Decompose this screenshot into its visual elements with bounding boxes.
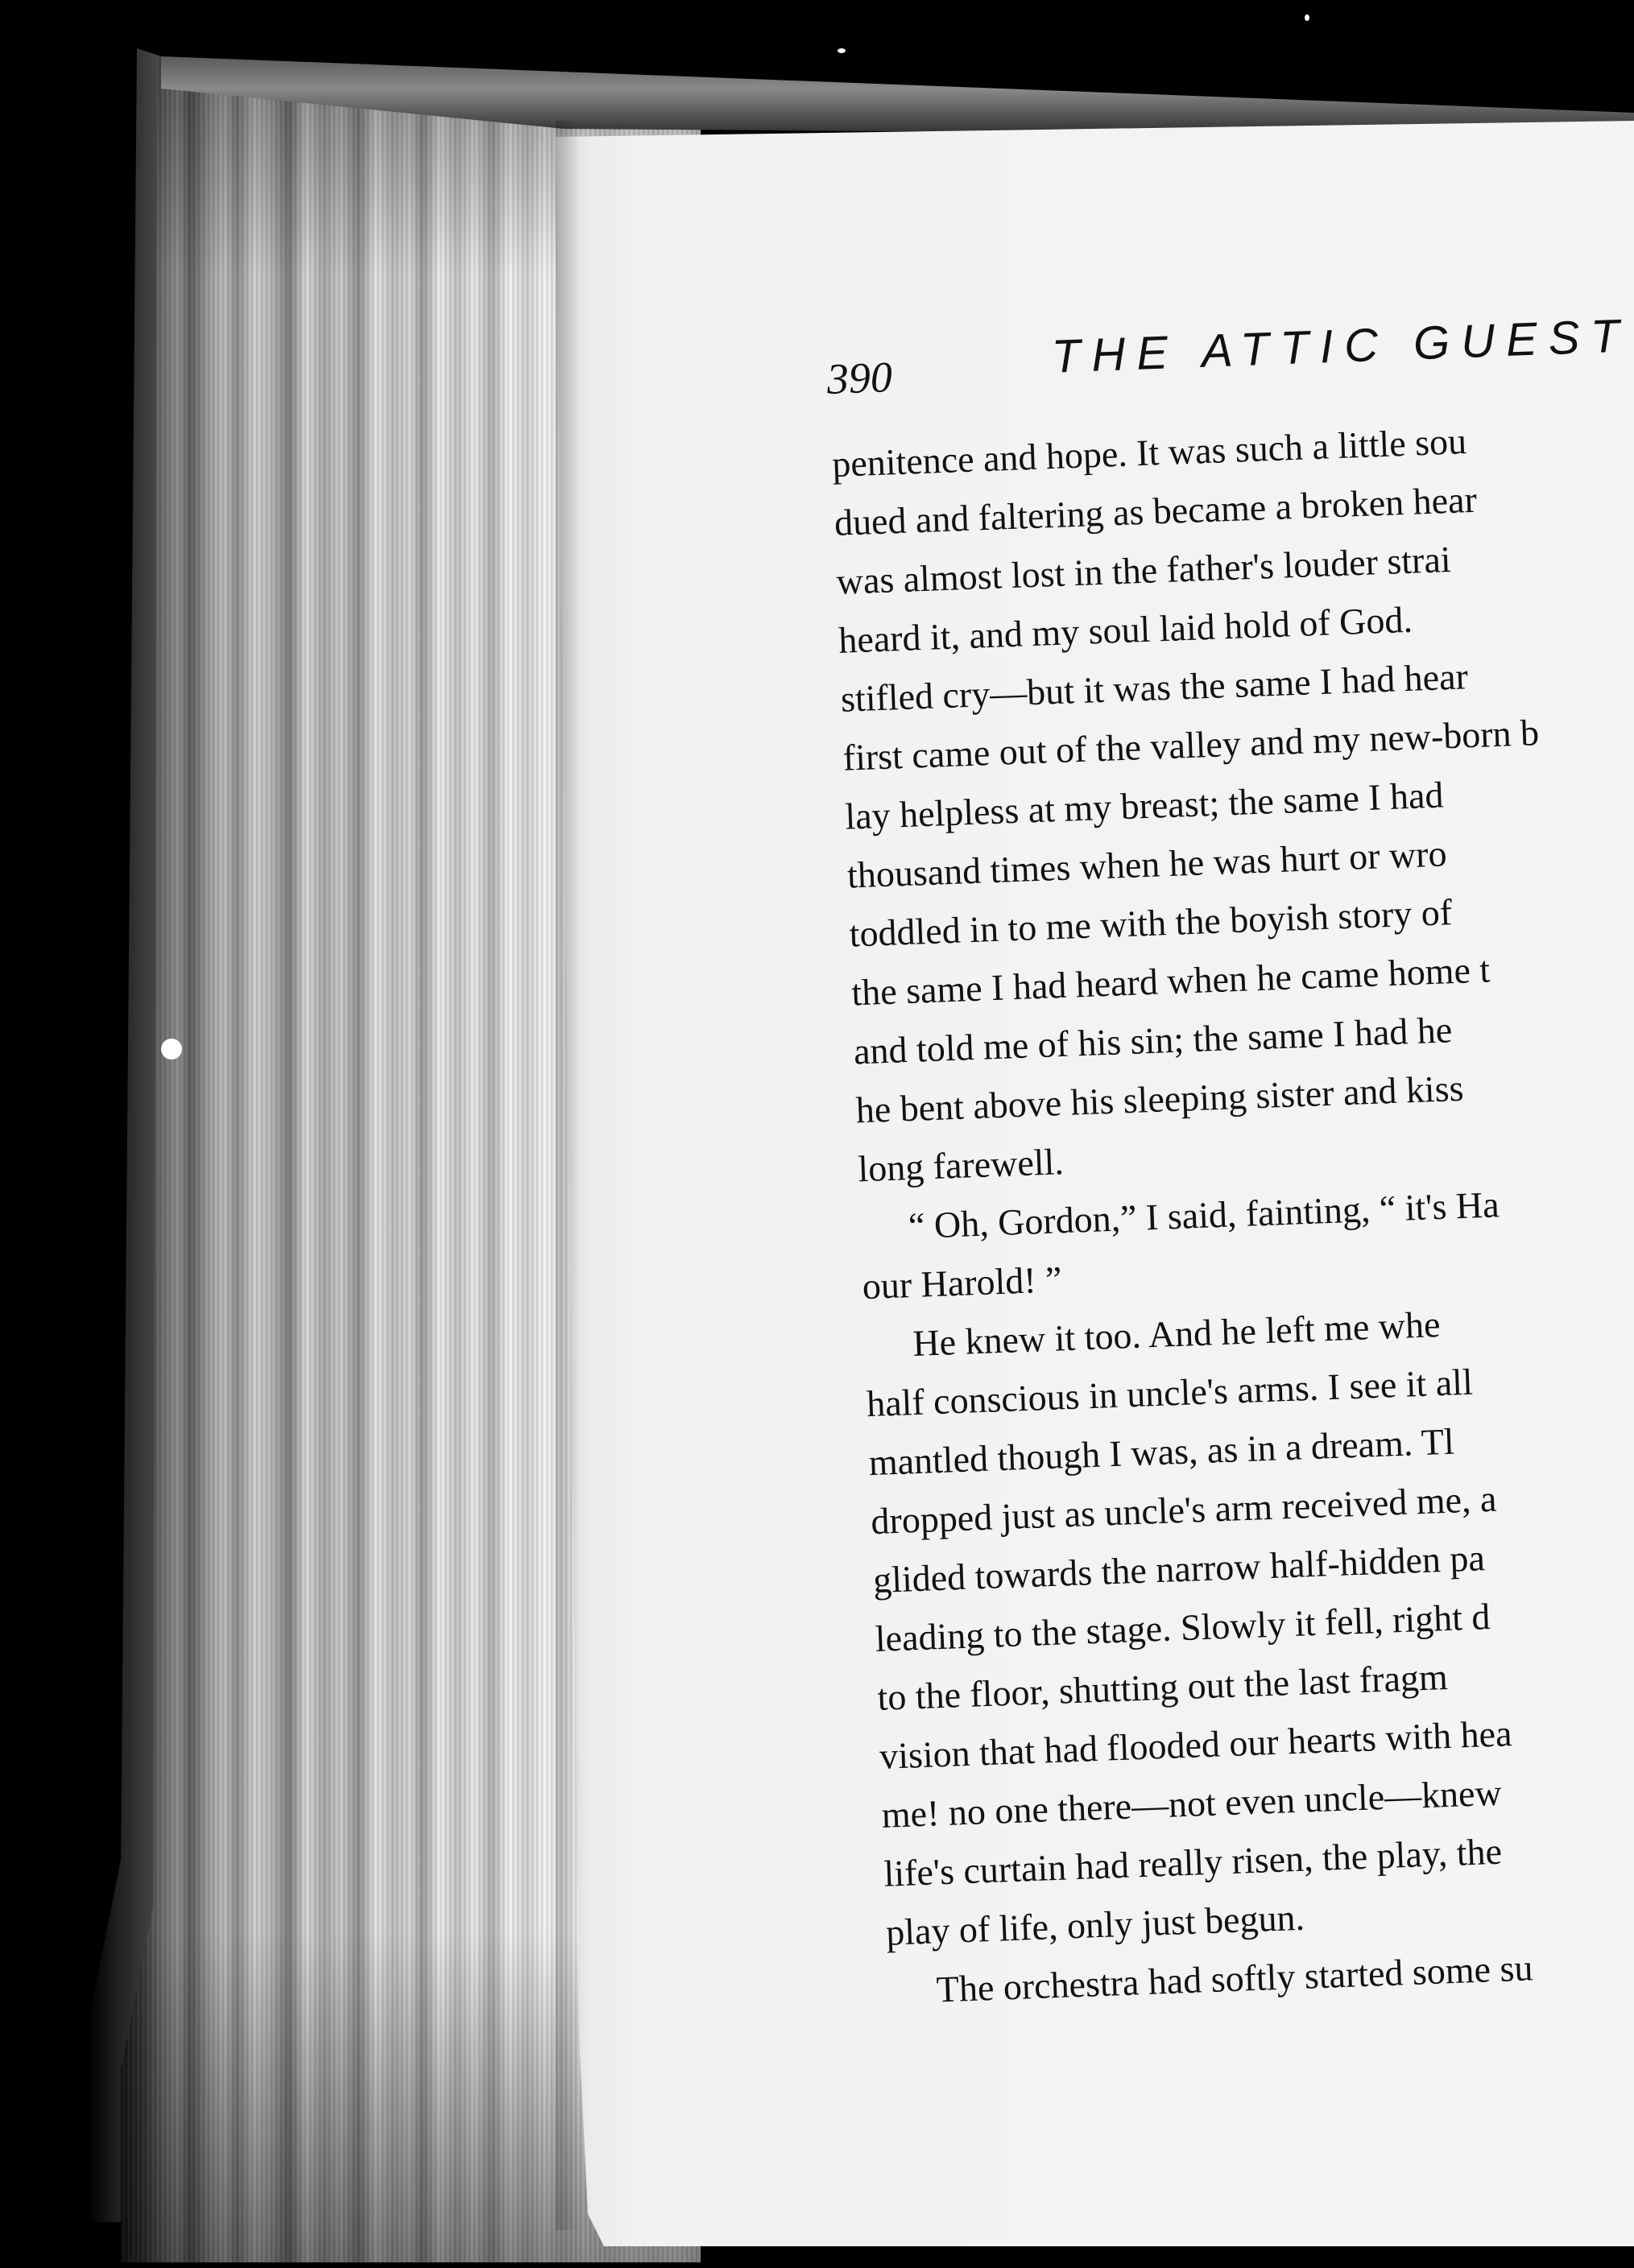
text-line: glided towards the narrow half-hidden pa (872, 1537, 1486, 1601)
text-line: leading to the stage. Slowly it fell, right d (874, 1596, 1491, 1659)
text-line: stifled cry—but it was the same I had hear (840, 655, 1469, 720)
text-line: penitence and hope. It was such a little sou (831, 420, 1467, 485)
text-line: toddled in to me with the boyish story of (848, 891, 1453, 955)
text-line: was almost lost in the father's louder strai (835, 538, 1452, 602)
text-line: life's curtain had really risen, the play, the (883, 1830, 1503, 1894)
text-line: The orchestra had softly started some su (935, 1947, 1534, 2010)
page-number: 390 (825, 353, 893, 403)
text-line: the same I had heard when he came home t (850, 948, 1491, 1014)
text-line: our Harold! ” (861, 1258, 1063, 1308)
text-line: heard it, and my soul laid hold of God. (838, 598, 1413, 661)
text-line: me! no one there—not even uncle—knew (880, 1771, 1503, 1836)
book-title: THE ATTIC GUEST (1050, 309, 1632, 383)
text-line: mantled though I was, as in a dream. Tl (867, 1420, 1455, 1484)
text-line: He knew it too. And he left me whe (912, 1303, 1442, 1365)
text-line: long farewell. (857, 1141, 1065, 1190)
text-line: lay helpless at my breast; the same I had (844, 774, 1445, 837)
text-line: thousand times when he was hurt or wro (846, 832, 1448, 896)
text-line: play of life, only just begun. (885, 1896, 1305, 1953)
text-line: dued and faltering as became a broken hear (834, 478, 1478, 543)
text-line: he bent above his sleeping sister and kiss (854, 1067, 1465, 1131)
text-line: vision that had flooded our hearts with hea (879, 1712, 1513, 1777)
body-text (831, 403, 1634, 2021)
text-line: “ Oh, Gordon,” I said, fainting, “ it's Ha (908, 1184, 1500, 1247)
text-line: half conscious in uncle's arms. I see it all (866, 1361, 1474, 1425)
running-head (825, 308, 1634, 411)
text-line: first came out of the valley and my new-born b (842, 712, 1540, 779)
text-line: dropped just as uncle's arm received me, a (870, 1477, 1498, 1543)
text-line: to the floor, shutting out the last fragm (876, 1656, 1449, 1718)
text-line: and told me of his sin; the same I had he (853, 1009, 1454, 1072)
